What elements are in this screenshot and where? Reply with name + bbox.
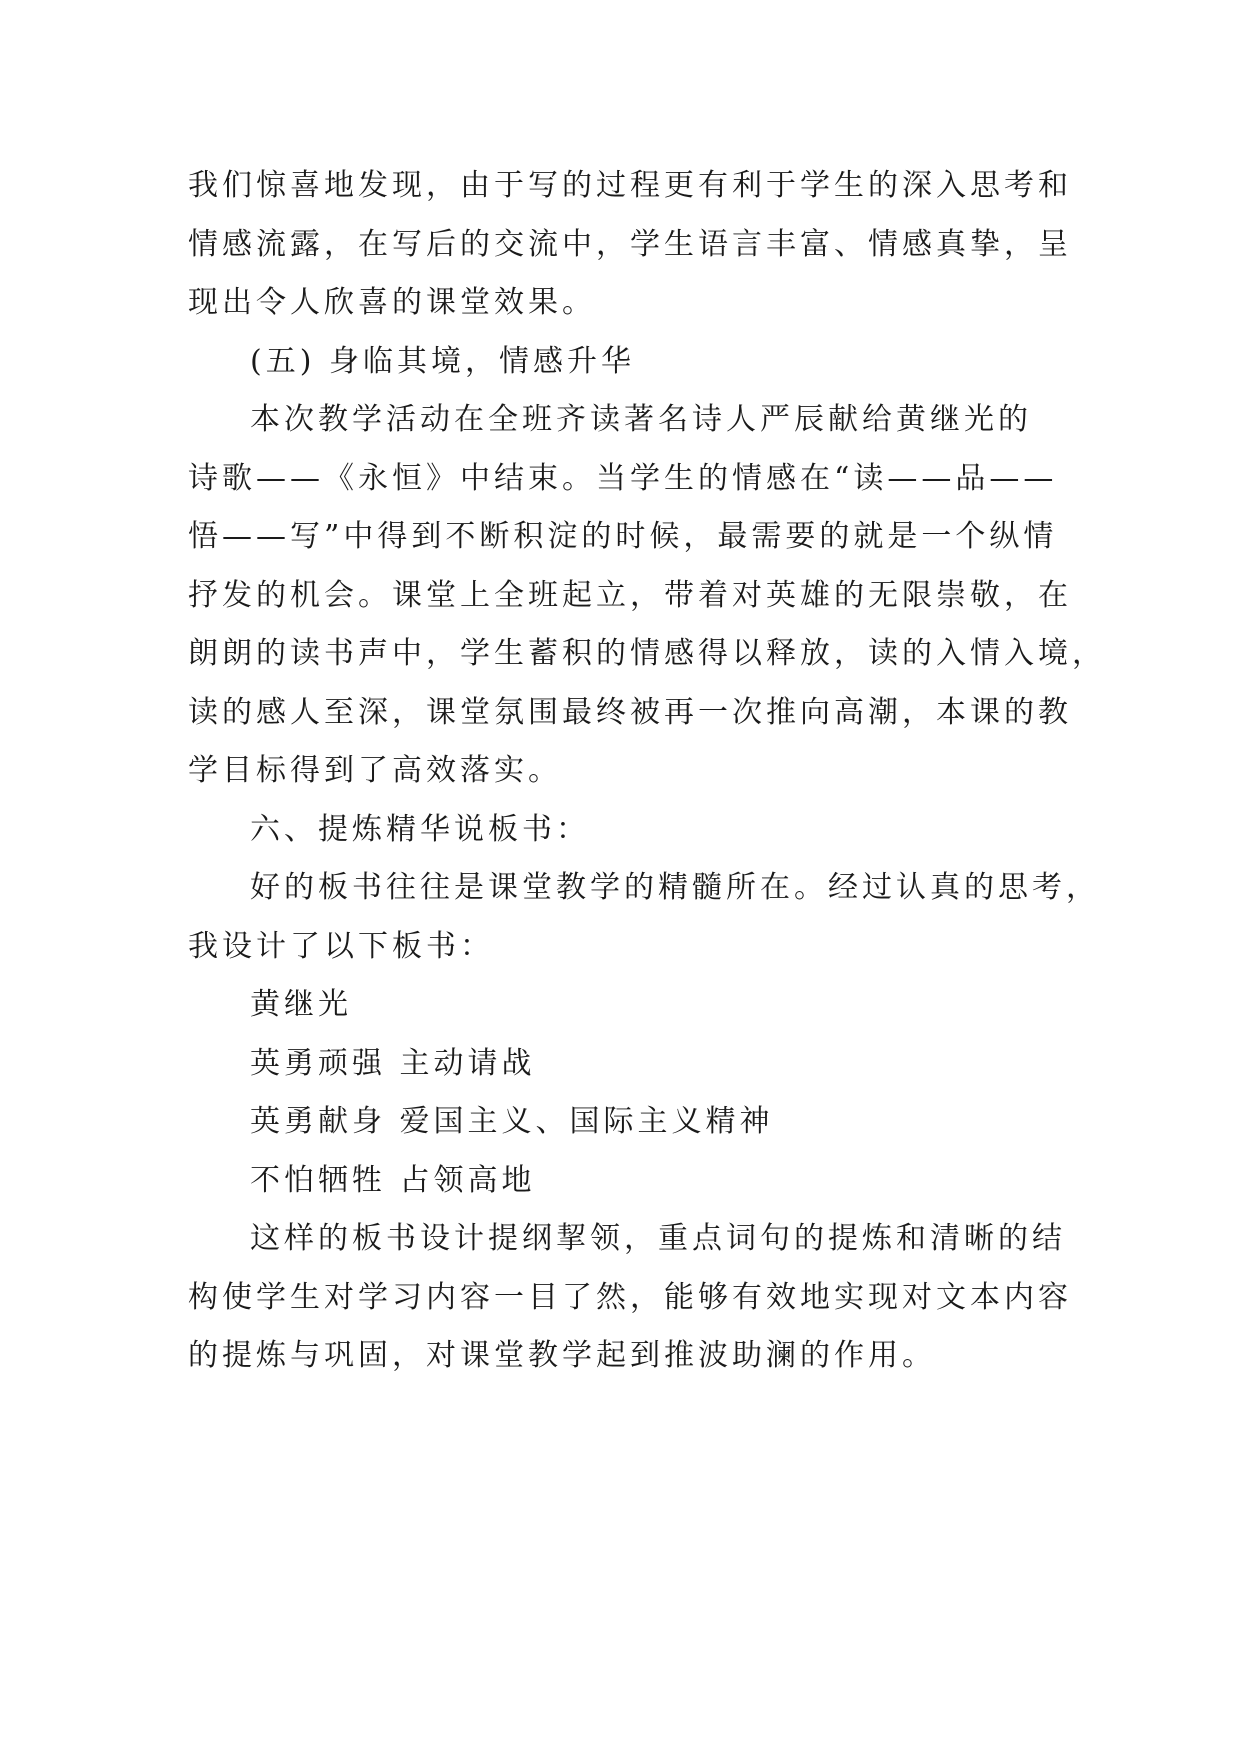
body-text-line: 我们惊喜地发现，由于写的过程更有利于学生的深入思考和 [188, 168, 1072, 203]
body-text-line: 学目标得到了高效落实。 [188, 753, 562, 788]
blackboard-item: 英勇顽强 主动请战 [250, 1045, 536, 1081]
body-text-line: 朗朗的读书声中，学生蓄积的情感得以释放，读的入情入境， [188, 636, 1106, 671]
body-text-line: 的提炼与巩固，对课堂教学起到推波助澜的作用。 [188, 1338, 936, 1373]
section-heading-6: 六、提炼精华说板书： [250, 811, 590, 847]
body-text-line: 读的感人至深，课堂氛围最终被再一次推向高潮，本课的教 [188, 694, 1072, 730]
body-text-line: 这样的板书设计提纲挈领，重点词句的提炼和清晰的结 [250, 1221, 1066, 1256]
body-text-line: 好的板书往往是课堂教学的精髓所在。经过认真的思考， [250, 870, 1100, 905]
body-text-line: 现出令人欣喜的课堂效果。 [188, 285, 596, 320]
body-text-line: 构使学生对学习内容一目了然，能够有效地实现对文本内容 [188, 1279, 1072, 1315]
body-text-line: 本次教学活动在全班齐读著名诗人严辰献给黄继光的 [250, 402, 1032, 437]
body-text-line: 我设计了以下板书： [188, 928, 494, 964]
document-page [188, 157, 1106, 1386]
blackboard-title: 黄继光 [250, 987, 352, 1022]
body-text-line: 情感流露，在写后的交流中，学生语言丰富、情感真挚，呈 [188, 226, 1072, 262]
blackboard-item: 英勇献身 爱国主义、国际主义精神 [250, 1104, 774, 1139]
body-text-line: 悟——写”中得到不断积淀的时候，最需要的就是一个纵情 [188, 519, 1058, 554]
body-text-line: 抒发的机会。课堂上全班起立，带着对英雄的无限崇敬，在 [188, 577, 1072, 613]
blackboard-item: 不怕牺牲 占领高地 [250, 1162, 536, 1198]
body-text-line: 诗歌——《永恒》中结束。当学生的情感在“读——品—— [188, 460, 1058, 496]
section-heading-5: (五) 身临其境，情感升华 [250, 343, 635, 379]
